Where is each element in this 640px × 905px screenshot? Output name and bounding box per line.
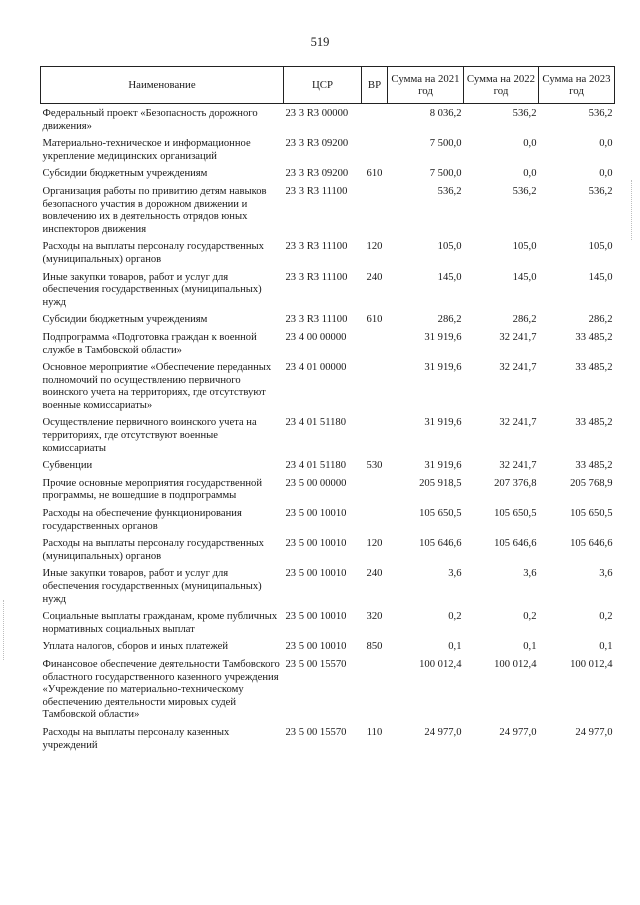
row-sum-2022: 3,6 <box>523 568 537 580</box>
row-sum-2023: 33 485,2 <box>575 331 613 343</box>
table-body <box>41 104 615 756</box>
table-row <box>41 166 615 184</box>
row-sum-2022: 32 241,7 <box>499 331 537 343</box>
row-vr <box>362 506 388 536</box>
row-sum-2023: 105,0 <box>588 241 613 253</box>
row-sum-2021: 31 919,6 <box>424 460 462 472</box>
table-row <box>41 639 615 657</box>
row-name: Уплата налогов, сборов и иных платежей <box>42 641 229 653</box>
row-csr: 23 4 01 51180 <box>285 460 347 472</box>
scan-edge-mark <box>631 180 636 240</box>
table-row <box>41 536 615 566</box>
table-row <box>41 239 615 269</box>
row-sum-2021: 31 919,6 <box>424 362 462 374</box>
row-sum-2023: 33 485,2 <box>575 460 613 472</box>
row-csr: 23 4 01 00000 <box>285 362 347 374</box>
row-vr <box>362 104 388 137</box>
row-vr: 120 <box>366 241 383 253</box>
row-sum-2021: 145,0 <box>437 271 462 283</box>
table-row <box>41 360 615 415</box>
row-sum-2023: 24 977,0 <box>575 726 613 738</box>
row-name: Иные закупки товаров, работ и услуг для обеспечения государственных (муниципальных) нужд <box>42 271 262 308</box>
row-vr: 610 <box>366 168 383 180</box>
row-csr: 23 5 00 10010 <box>285 568 347 580</box>
row-name: Основное мероприятие «Обеспечение переданных полномочий по осуществлению первичного воинского учета на территориях, где отсутствуют военные комиссариаты» <box>42 362 272 411</box>
row-vr <box>362 415 388 458</box>
header-sum-2021: Сумма на 2021 год <box>388 67 464 104</box>
row-vr <box>362 136 388 166</box>
row-name: Субсидии бюджетным учреждениям <box>42 168 208 180</box>
row-vr: 320 <box>366 611 383 623</box>
row-sum-2022: 145,0 <box>512 271 537 283</box>
table-row <box>41 330 615 360</box>
row-name: Расходы на выплаты персоналу государственных (муниципальных) органов <box>42 538 264 562</box>
table-row <box>41 104 615 137</box>
row-vr: 110 <box>366 726 383 738</box>
page-number: 519 <box>310 35 330 49</box>
row-csr: 23 3 R3 11100 <box>285 314 348 326</box>
table-header <box>41 67 615 104</box>
row-vr: 240 <box>366 568 383 580</box>
table-row <box>41 136 615 166</box>
row-csr: 23 4 00 00000 <box>285 331 347 343</box>
row-sum-2023: 3,6 <box>599 568 613 580</box>
row-csr: 23 5 00 10010 <box>285 641 347 653</box>
row-vr <box>362 657 388 725</box>
row-sum-2022: 0,1 <box>523 641 537 653</box>
row-sum-2021: 105 646,6 <box>419 538 462 550</box>
row-name: Социальные выплаты гражданам, кроме публичных нормативных социальных выплат <box>42 611 278 635</box>
row-vr: 530 <box>366 460 383 472</box>
row-sum-2023: 105 646,6 <box>570 538 613 550</box>
row-name: Организация работы по привитию детям навыков безопасного участия в дорожном движении и вовлечению их в деятельность отрядов юных инспекторов движения <box>42 185 267 235</box>
row-name: Расходы на выплаты персоналу казенных учреждений <box>42 726 230 751</box>
row-sum-2021: 31 919,6 <box>424 331 462 343</box>
table-row <box>41 458 615 476</box>
row-sum-2021: 0,2 <box>448 611 462 623</box>
row-name: Финансовое обеспечение деятельности Тамбовского областного государственного казенного учреждения «Учреждение по материально-техническому обеспечению деятельности мировых судей Тамбовской области» <box>42 658 280 721</box>
row-sum-2023: 105 650,5 <box>570 508 613 520</box>
row-name: Иные закупки товаров, работ и услуг для обеспечения государственных (муниципальных) нужд <box>42 568 262 605</box>
header-sum-2023: Сумма на 2023 год <box>539 67 615 104</box>
row-sum-2022: 536,2 <box>512 108 537 119</box>
row-csr: 23 3 R3 09200 <box>285 168 349 180</box>
row-vr <box>362 184 388 239</box>
row-sum-2021: 536,2 <box>437 185 462 197</box>
header-name: Наименование <box>41 67 284 104</box>
row-sum-2023: 0,2 <box>599 611 613 623</box>
row-sum-2021: 286,2 <box>437 314 462 326</box>
row-vr <box>362 330 388 360</box>
row-name: Осуществление первичного воинского учета на территориях, где отсутствуют военные комиссариаты <box>42 417 257 454</box>
row-vr: 850 <box>366 641 383 653</box>
table-row <box>41 725 615 755</box>
table-row <box>41 609 615 639</box>
row-sum-2021: 7 500,0 <box>429 168 462 180</box>
row-sum-2021: 7 500,0 <box>429 138 462 150</box>
row-sum-2021: 100 012,4 <box>419 658 462 670</box>
row-csr: 23 5 00 00000 <box>285 477 347 489</box>
row-sum-2023: 0,1 <box>599 641 613 653</box>
row-name: Материально-техническое и информационное укрепление медицинских организаций <box>42 138 251 162</box>
budget-table <box>40 66 615 755</box>
row-sum-2023: 536,2 <box>588 185 613 197</box>
row-name: Расходы на обеспечение функционирования государственных органов <box>42 508 242 532</box>
header-csr: ЦСР <box>284 67 362 104</box>
row-csr: 23 3 R3 09200 <box>285 138 349 150</box>
row-sum-2022: 0,0 <box>523 138 537 150</box>
row-sum-2021: 105,0 <box>437 241 462 253</box>
table-row <box>41 312 615 330</box>
row-name: Прочие основные мероприятия государственной программы, не вошедшие в подпрограммы <box>42 477 263 502</box>
scan-edge-mark <box>3 600 8 660</box>
table-row <box>41 270 615 313</box>
row-sum-2021: 3,6 <box>448 568 462 580</box>
row-sum-2022: 24 977,0 <box>499 726 537 738</box>
row-name: Субсидии бюджетным учреждениям <box>42 314 208 326</box>
row-csr: 23 5 00 15570 <box>285 658 347 670</box>
table-row <box>41 415 615 458</box>
row-sum-2022: 32 241,7 <box>499 417 537 429</box>
row-csr: 23 3 R3 00000 <box>285 108 349 119</box>
row-vr <box>362 476 388 506</box>
table-row <box>41 184 615 239</box>
row-sum-2023: 0,0 <box>599 168 613 180</box>
row-vr: 240 <box>366 271 383 283</box>
row-name: Федеральный проект «Безопасность дорожного движения» <box>42 108 258 132</box>
row-sum-2022: 32 241,7 <box>499 362 537 374</box>
row-vr <box>362 360 388 415</box>
row-name: Субвенции <box>42 460 93 472</box>
table-row <box>41 506 615 536</box>
row-csr: 23 5 00 15570 <box>285 726 347 738</box>
row-sum-2023: 205 768,9 <box>570 477 613 489</box>
row-sum-2023: 100 012,4 <box>570 658 613 670</box>
row-csr: 23 5 00 10010 <box>285 508 347 520</box>
row-sum-2023: 286,2 <box>588 314 613 326</box>
row-sum-2021: 0,1 <box>448 641 462 653</box>
row-sum-2023: 145,0 <box>588 271 613 283</box>
row-name: Подпрограмма «Подготовка граждан к военной службе в Тамбовской области» <box>42 331 257 356</box>
row-sum-2021: 31 919,6 <box>424 417 462 429</box>
row-vr: 120 <box>366 538 383 550</box>
row-sum-2022: 207 376,8 <box>494 477 537 489</box>
header-vr: ВР <box>362 67 388 104</box>
table-row <box>41 657 615 725</box>
row-sum-2023: 536,2 <box>588 108 613 119</box>
row-sum-2022: 105,0 <box>512 241 537 253</box>
row-csr: 23 4 01 51180 <box>285 417 347 429</box>
row-sum-2023: 33 485,2 <box>575 362 613 374</box>
header-sum-2022: Сумма на 2022 год <box>464 67 539 104</box>
row-sum-2022: 105 646,6 <box>494 538 537 550</box>
table-row <box>41 476 615 506</box>
row-sum-2022: 536,2 <box>512 185 537 197</box>
row-vr: 610 <box>366 314 383 326</box>
row-csr: 23 5 00 10010 <box>285 538 347 550</box>
row-sum-2022: 0,2 <box>523 611 537 623</box>
row-csr: 23 3 R3 11100 <box>285 185 348 197</box>
row-sum-2021: 8 036,2 <box>429 108 462 119</box>
row-sum-2023: 33 485,2 <box>575 417 613 429</box>
row-sum-2021: 105 650,5 <box>419 508 462 520</box>
row-sum-2022: 0,0 <box>523 168 537 180</box>
row-sum-2022: 105 650,5 <box>494 508 537 520</box>
row-name: Расходы на выплаты персоналу государственных (муниципальных) органов <box>42 241 264 265</box>
row-csr: 23 3 R3 11100 <box>285 271 348 283</box>
row-sum-2021: 24 977,0 <box>424 726 462 738</box>
row-sum-2022: 286,2 <box>512 314 537 326</box>
row-csr: 23 3 R3 11100 <box>285 241 348 253</box>
row-csr: 23 5 00 10010 <box>285 611 347 623</box>
table-row <box>41 566 615 609</box>
row-sum-2023: 0,0 <box>599 138 613 150</box>
row-sum-2021: 205 918,5 <box>419 477 462 489</box>
row-sum-2022: 100 012,4 <box>494 658 537 670</box>
row-sum-2022: 32 241,7 <box>499 460 537 472</box>
